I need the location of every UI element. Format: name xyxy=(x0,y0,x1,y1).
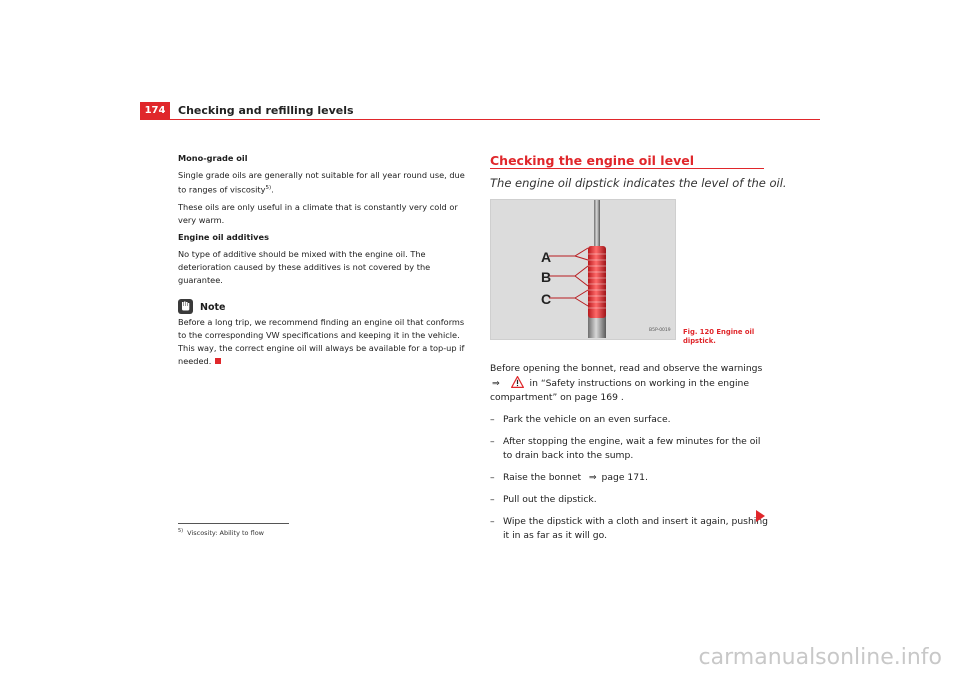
step-3 xyxy=(490,471,772,485)
dipstick-tip xyxy=(588,318,606,338)
mono-grade-heading: Mono-grade oil xyxy=(178,153,248,163)
footnote-text: Viscosity: Ability to flow xyxy=(187,529,264,538)
note-text xyxy=(178,316,470,368)
mono-grade-text-1-end: . xyxy=(271,184,274,195)
step-text: Wipe the dipstick with a cloth and insert it again, pushing it in as far as it will go. xyxy=(503,516,768,541)
step-dash: – xyxy=(490,472,495,483)
additives-text: No type of additive should be mixed with the engine oil. The deterioration caused by these additives is not covered by the guarantee. xyxy=(178,248,431,285)
step-4 xyxy=(490,493,772,507)
watermark: carmanualsonline.info xyxy=(698,645,942,670)
dipstick-level-zone xyxy=(588,246,606,318)
mono-grade-text-1 xyxy=(178,169,470,197)
label-pointer-lines xyxy=(549,248,588,306)
label-c: C xyxy=(541,291,552,307)
label-b: B xyxy=(541,269,552,285)
step-text: Park the vehicle on an even surface. xyxy=(503,414,671,425)
step-text: Raise the bonnet xyxy=(503,472,582,483)
page-title: Checking and refilling levels xyxy=(178,104,354,117)
procedure-text xyxy=(490,362,772,551)
figure-code: B5P-0019 xyxy=(649,328,671,333)
note-hand-icon xyxy=(178,299,193,314)
footnote-marker: 5) xyxy=(178,528,184,534)
step-text: After stopping the engine, wait a few minutes for the oil to drain back into the sump. xyxy=(503,436,761,461)
section-title: Checking the engine oil level xyxy=(490,153,694,168)
step-1 xyxy=(490,413,772,427)
step-2 xyxy=(490,435,772,463)
figure-caption xyxy=(683,328,763,346)
section-title-rule xyxy=(490,168,764,169)
cross-reference-arrow: ⇒ xyxy=(588,472,597,483)
section-subtitle: The engine oil dipstick indicates the level of the oil. xyxy=(490,176,787,190)
label-a: A xyxy=(541,249,552,265)
mono-grade-text-1-body: Single grade oils are generally not suitable for all year round use, due to ranges of viscosity xyxy=(178,170,465,195)
warning-icon xyxy=(511,376,524,388)
note-header xyxy=(178,299,470,314)
intro-text-2: in “Safety instructions on working in the engine compartment” on page 169 . xyxy=(490,378,749,403)
continue-next-page-arrow[interactable] xyxy=(756,510,765,522)
cross-reference-arrow: ⇒ xyxy=(492,378,500,389)
page-reference-link[interactable]: page 171. xyxy=(601,472,648,483)
note-text-body: Before a long trip, we recommend finding an engine oil that conforms to the corresponding VW specifications and keeping it in the vehicle. This way, the correct engine oil will always be available for a top-up if needed. xyxy=(178,316,465,366)
figure-caption-line-1: Fig. 120 Engine oil xyxy=(683,328,755,336)
footnote-reference: 5) xyxy=(265,185,272,191)
footnote xyxy=(178,528,264,537)
step-5 xyxy=(490,515,772,543)
dipstick-figure xyxy=(490,199,676,340)
footnote-divider xyxy=(178,523,289,524)
end-of-section-marker xyxy=(215,358,221,364)
additives-heading: Engine oil additives xyxy=(178,231,269,242)
intro-paragraph xyxy=(490,362,772,405)
note-label: Note xyxy=(200,301,226,313)
step-dash: – xyxy=(490,516,495,527)
intro-text-1: Before opening the bonnet, read and observe the warnings xyxy=(490,363,763,374)
header-divider xyxy=(140,119,820,120)
figure-caption-line-2: dipstick. xyxy=(683,337,716,345)
page-number: 174 xyxy=(140,102,170,119)
step-dash: – xyxy=(490,436,495,447)
step-dash: – xyxy=(490,494,495,505)
mono-grade-text-2: These oils are only useful in a climate that is constantly very cold or very warm. xyxy=(178,201,458,225)
left-column xyxy=(178,152,470,372)
step-text: Pull out the dipstick. xyxy=(503,494,597,505)
step-dash: – xyxy=(490,414,495,425)
